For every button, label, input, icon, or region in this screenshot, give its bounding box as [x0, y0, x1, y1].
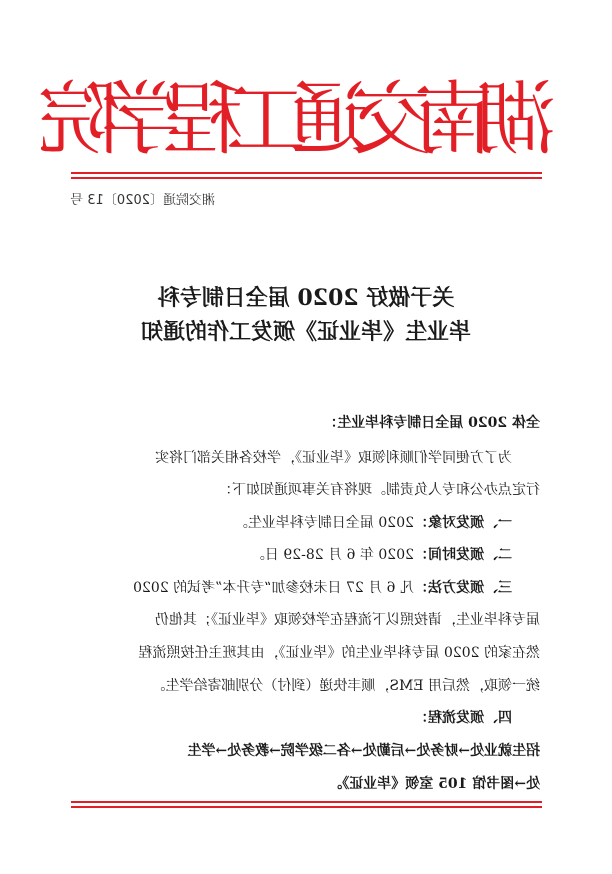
masthead-char: 湖 — [476, 73, 556, 166]
item-3-label: 三、颁发方法： — [414, 580, 512, 596]
masthead-char: 院 — [38, 73, 119, 166]
intro-line: 为了方便同学们顺利领取《毕业证》，学校各相关部门将实 — [155, 450, 512, 466]
notice-title-line2: 毕业生《毕业证》颁发工作的通知 — [141, 319, 472, 345]
institution-masthead — [38, 70, 556, 170]
flow-line: 招生就业处→财务处→后勤处→各二级学院→教务处→学生 — [187, 743, 540, 759]
header-divider-bottom — [71, 177, 542, 179]
item-3-line: 届专科毕业生，请按照以下流程在学校领取《毕业证》；其他仍 — [155, 612, 540, 628]
item-3 — [133, 578, 512, 598]
item-1-label: 一、颁发对象： — [414, 515, 512, 531]
item-2-label: 二、颁发时间： — [414, 547, 512, 563]
item-3-text: 凡 6 月 27 日未校参加“专升本”考试的 2020 — [133, 580, 414, 596]
notice-title-line1: 关于做好 2020 届全日制专科 — [157, 285, 455, 311]
footer-divider-bottom — [71, 806, 542, 808]
item-3-line: 统一领取，然后用 EMS，顺丰快递（到付）分别邮寄给学生。 — [151, 678, 540, 694]
header-divider-top — [71, 172, 542, 174]
masthead-char: 工 — [225, 73, 306, 166]
intro-line: 行定点办公和专人负责制。现将有关事项通知如下： — [218, 482, 540, 498]
item-4-label: 四、颁发流程： — [414, 710, 512, 726]
salutation: 全体 2020 届全日制专科毕业生： — [323, 415, 540, 431]
masthead-char: 程 — [163, 73, 244, 166]
flow-line: 处→图书馆 105 室领《毕业证》。 — [328, 776, 540, 792]
masthead-char: 南 — [413, 73, 494, 166]
document-number: 湘交院通〔2020〕13 号 — [70, 193, 215, 208]
masthead-char: 交 — [350, 73, 431, 166]
masthead-char: 学 — [100, 73, 181, 166]
item-3-line: 然在家的 2020 届专科毕业生的《毕业证》，由其班主任按照流程 — [138, 645, 540, 661]
item-1-text: 2020 届全日制专科毕业生。 — [233, 515, 414, 531]
footer-divider-top — [71, 801, 542, 803]
item-1 — [234, 513, 512, 533]
item-2 — [251, 545, 512, 565]
masthead-char: 通 — [288, 73, 369, 166]
item-2-text: 2020 年 6 月 28-29 日。 — [250, 547, 414, 563]
